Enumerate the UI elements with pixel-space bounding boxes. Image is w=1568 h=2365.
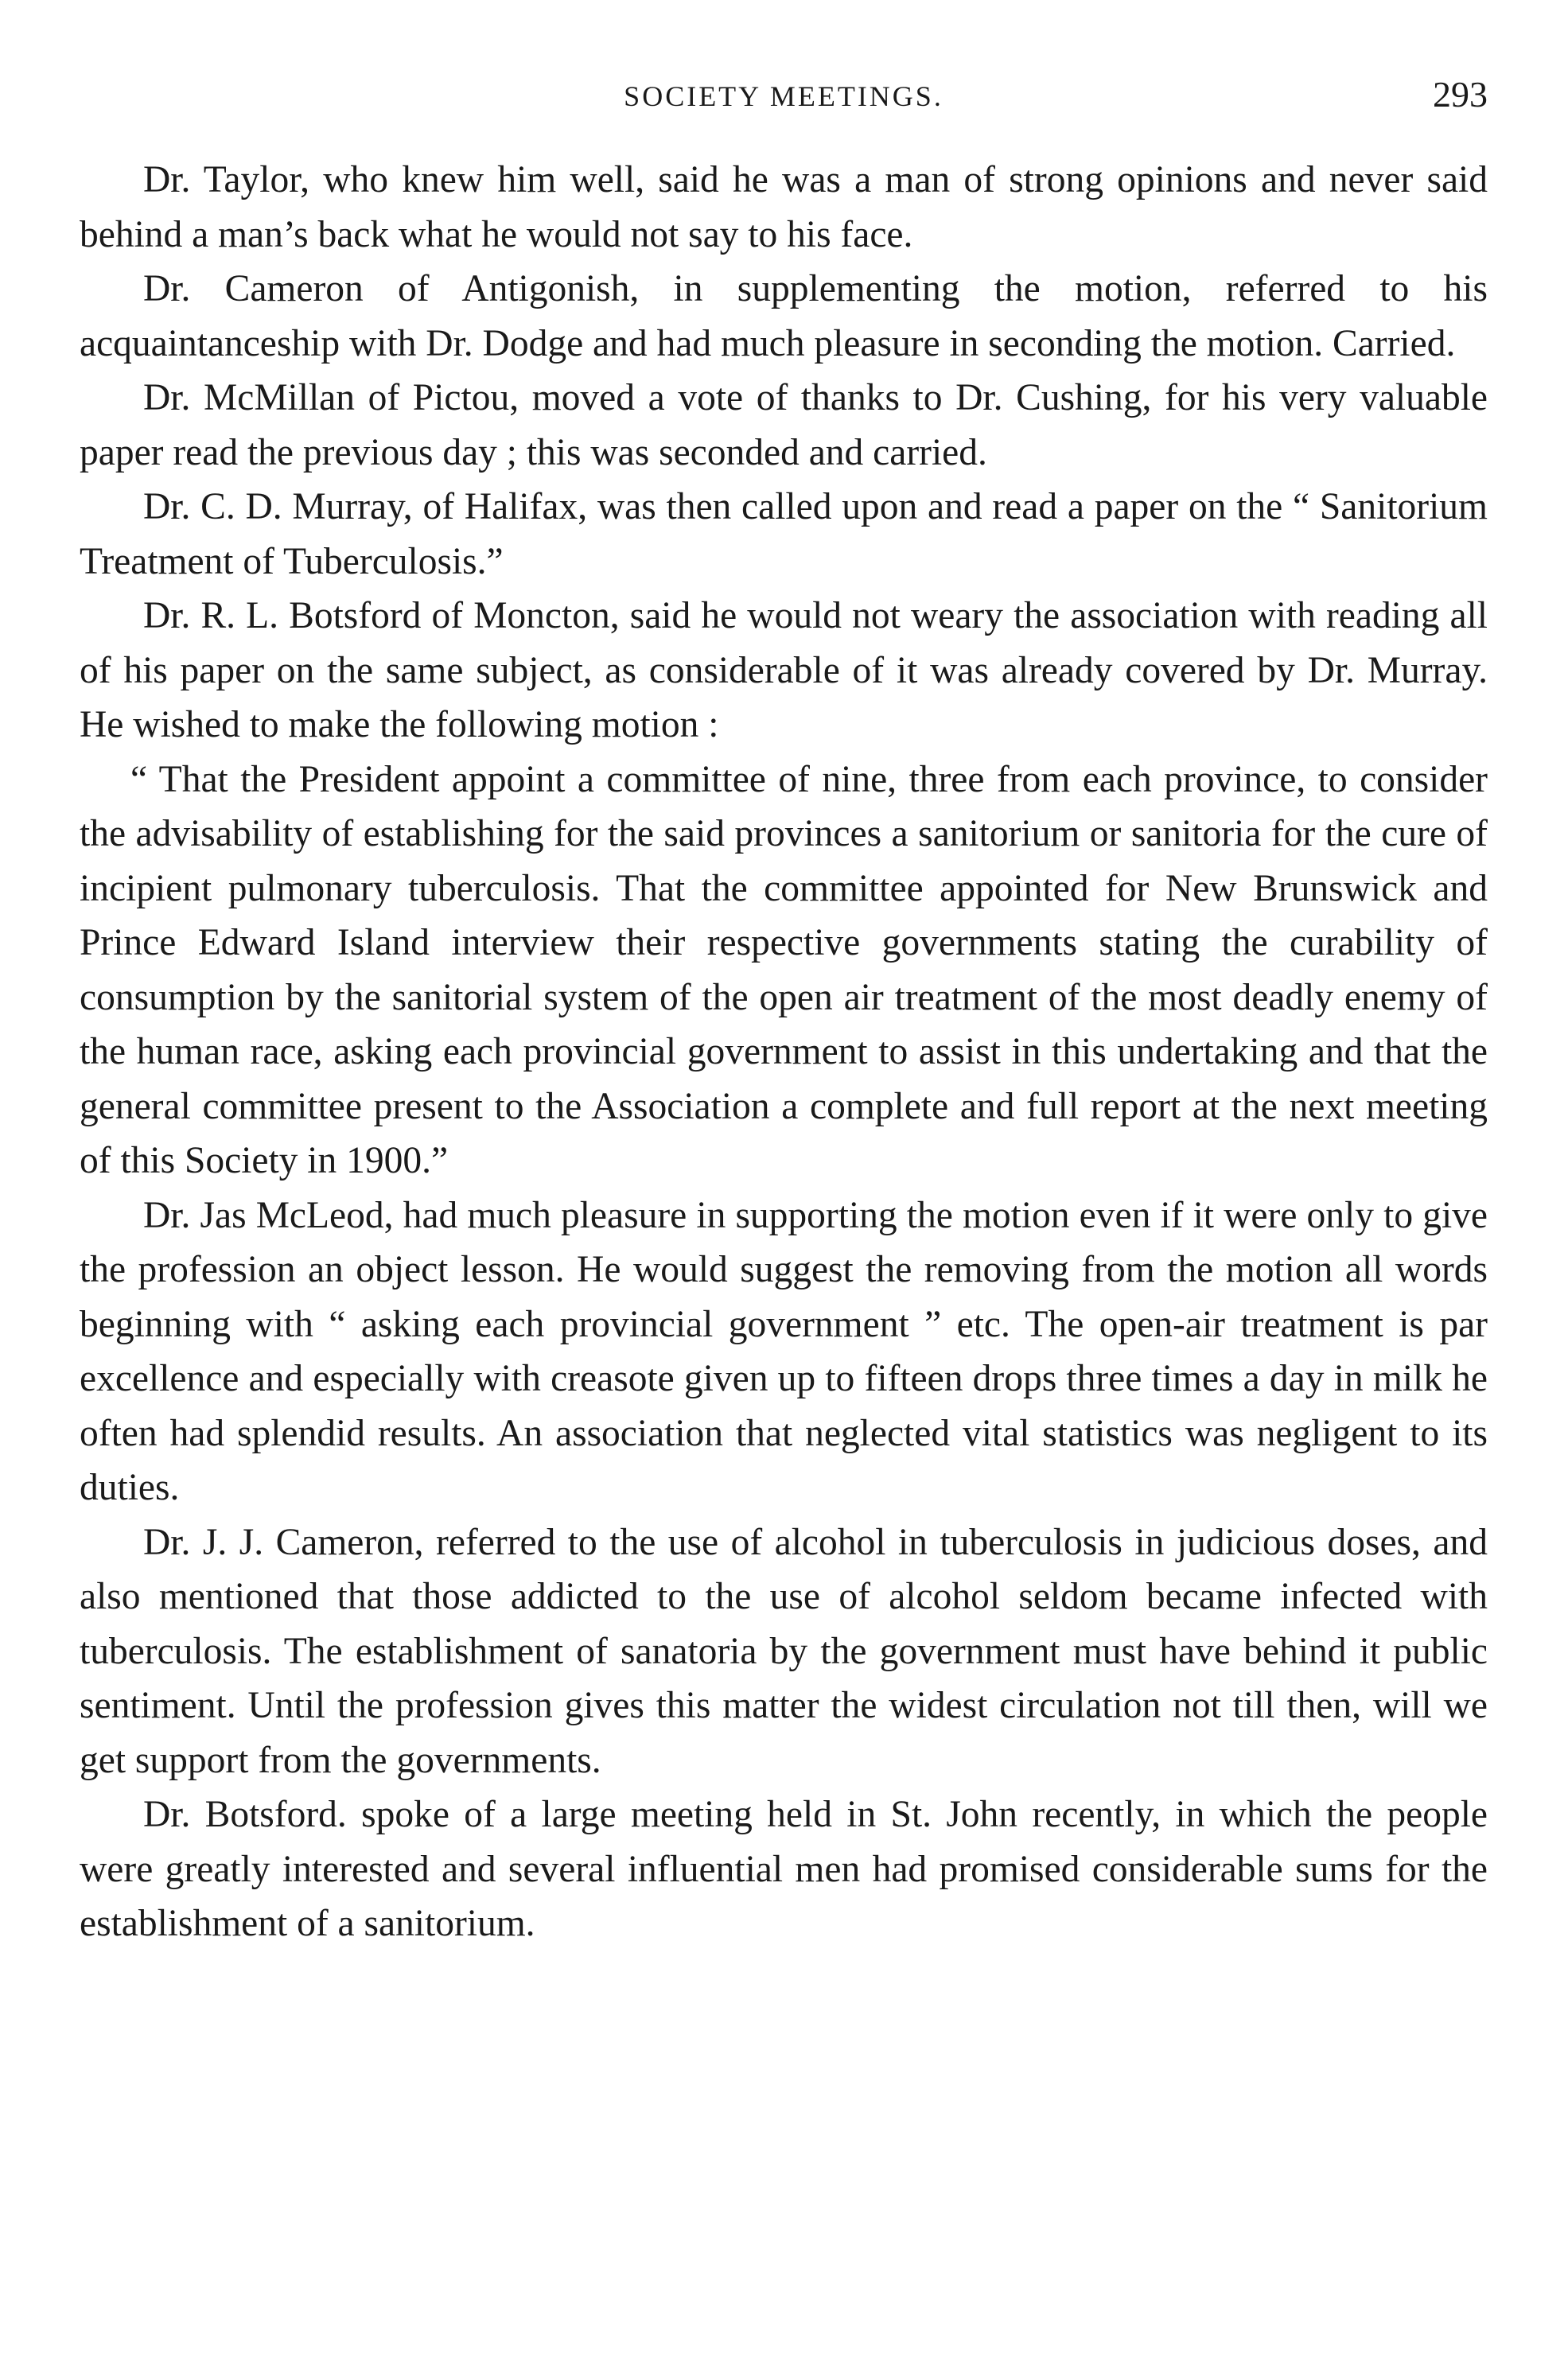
running-title: SOCIETY MEETINGS.	[624, 80, 944, 112]
document-page	[80, 64, 1488, 1951]
paragraph: Dr. Cameron of Antigonish, in supplementing the motion, referred to his acquaintanceship with Dr. Dodge and had much pleasure in seconding the motion. Carried.	[80, 268, 1488, 364]
paragraph: Dr. C. D. Murray, of Halifax, was then called upon and read a paper on the “ Sanitorium Treatment of Tuberculosis.”	[80, 486, 1488, 582]
paragraph: Dr. R. L. Botsford of Moncton, said he would not weary the association with reading all of his paper on the same subject, as considerable of it was already covered by Dr. Murray. He wished to make the following motion :	[80, 595, 1488, 745]
page-body	[80, 153, 1488, 1951]
paragraph: Dr. McMillan of Pictou, moved a vote of thanks to Dr. Cushing, for his very valuable paper read the previous day ; this was seconded and carried.	[80, 377, 1488, 473]
page-number: 293	[1433, 74, 1488, 115]
paragraph: Dr. Taylor, who knew him well, said he was a man of strong opinions and never said behind a man’s back what he would not say to his face.	[80, 159, 1488, 255]
paragraph: Dr. J. J. Cameron, referred to the use of alcohol in tuberculosis in judicious doses, and also mentioned that those addicted to the use of alcohol seldom became infected with tuberculosis. The establishment of sanatoria by the government must have behind it public sentiment. Until the profession gives this matter the widest circulation not till then, will we get support from the governments.	[80, 1521, 1488, 1781]
motion-quote: “ That the President appoint a committee of nine, three from each province, to consider the advisability of establishing for the said provinces a sanitorium or sanitoria for the cure of incipient pulmonary tuberculosis. That the committee appointed for New Brunswick and Prince Edward Island interview their respective governments stating the curability of consumption by the sanitorial system of the open air treatment of the most deadly enemy of the human race, asking each provincial government to assist in this undertaking and that the general committee present to the Association a complete and full report at the next meeting of this Society in 1900.”	[80, 758, 1488, 1181]
paragraph: Dr. Botsford. spoke of a large meeting held in St. John recently, in which the people were greatly interested and several influential men had promised considerable sums for the establishment of a sanitorium.	[80, 1794, 1488, 1944]
paragraph: Dr. Jas McLeod, had much pleasure in supporting the motion even if it were only to give the profession an object lesson. He would suggest the removing from the motion all words beginning with “ asking each provincial government ” etc. The open-air treatment is par excellence and especially with creasote given up to fifteen drops three times a day in milk he often had splendid results. An association that neglected vital statistics was negligent to its duties.	[80, 1194, 1488, 1508]
running-header	[80, 64, 1488, 135]
